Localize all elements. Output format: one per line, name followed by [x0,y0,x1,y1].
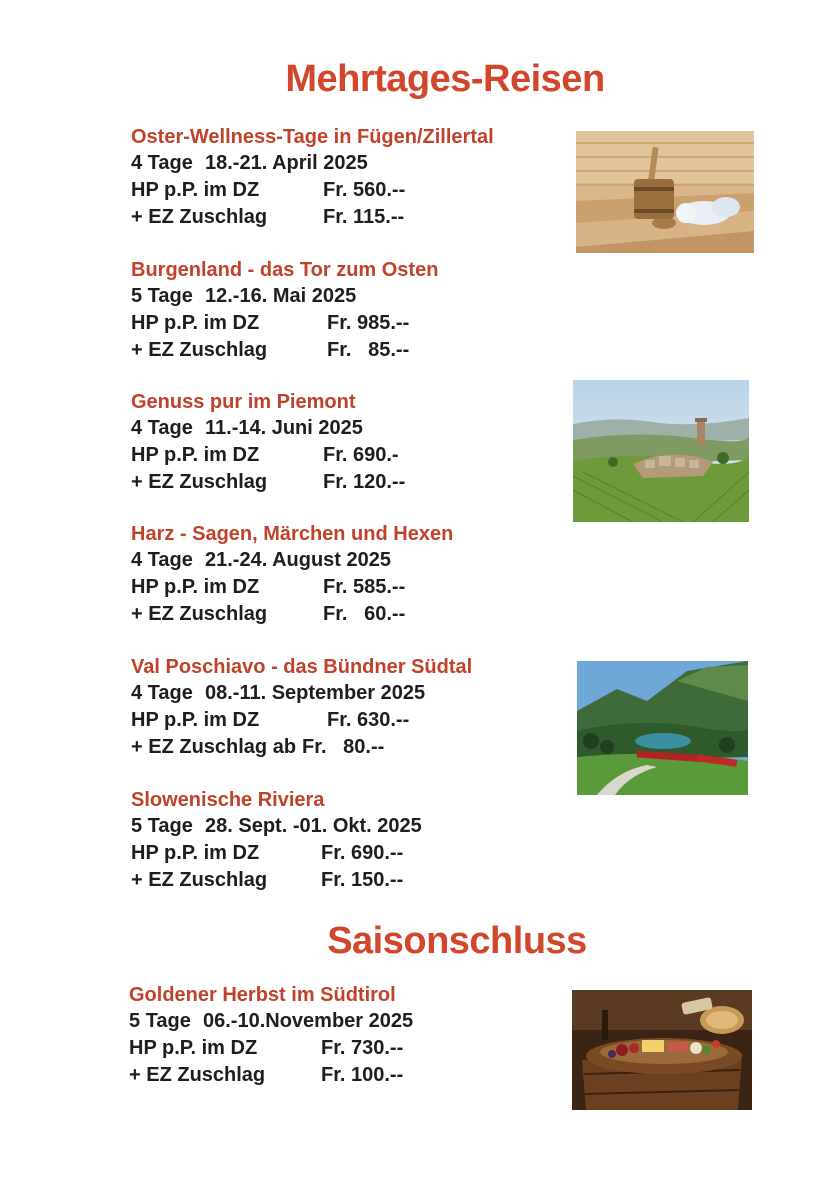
trip-dates: 4 Tage 18.-21. April 2025 [131,152,368,174]
section-title-saisonschluss: Saisonschluss [327,920,587,962]
piemont-landscape-photo [573,380,749,522]
trip-ez-surcharge: + EZ Zuschlag Fr. 100.-- [129,1064,404,1086]
trip-ez-surcharge: + EZ Zuschlag ab Fr. 80.-- [131,736,385,758]
trip-hp-price: HP p.P. im DZ Fr. 560.-- [131,179,406,201]
trip-ez-surcharge: + EZ Zuschlag Fr. 85.-- [131,339,410,361]
trip-title: Goldener Herbst im Südtirol [129,984,396,1006]
trip-dates: 4 Tage 08.-11. September 2025 [131,682,426,704]
trip-piemont [131,389,571,496]
trip-hp-price: HP p.P. im DZ Fr. 585.-- [131,576,406,598]
trip-ez-surcharge: + EZ Zuschlag Fr. 115.-- [131,206,405,228]
trip-hp-price: HP p.P. im DZ Fr. 985.-- [131,312,410,334]
trip-hp-price: HP p.P. im DZ Fr. 690.-- [131,842,404,864]
page-title: Mehrtages-Reisen [285,58,605,100]
trip-ez-surcharge: + EZ Zuschlag Fr. 60.-- [131,603,406,625]
trip-zillertal [131,124,571,231]
trip-title: Genuss pur im Piemont [131,391,356,413]
trip-hp-price: HP p.P. im DZ Fr. 730.-- [129,1037,404,1059]
trip-burgenland [131,257,571,364]
trip-ez-surcharge: + EZ Zuschlag Fr. 150.-- [131,869,404,891]
trip-hp-price: HP p.P. im DZ Fr. 690.- [131,444,399,466]
sauna-photo [576,131,754,253]
trip-slowenische-riviera [131,787,571,894]
val-poschiavo-photo [577,661,748,795]
trip-dates: 5 Tage 28. Sept. -01. Okt. 2025 [131,815,422,837]
suedtirol-food-photo [572,990,752,1110]
trip-title: Harz - Sagen, Märchen und Hexen [131,523,454,545]
trip-dates: 4 Tage 11.-14. Juni 2025 [131,417,363,439]
trip-dates: 5 Tage 12.-16. Mai 2025 [131,285,357,307]
trip-dates: 5 Tage 06.-10.November 2025 [129,1010,414,1032]
trip-dates: 4 Tage 21.-24. August 2025 [131,549,392,571]
trip-title: Slowenische Riviera [131,789,325,811]
trip-title: Burgenland - das Tor zum Osten [131,259,439,281]
trip-suedtirol [129,982,569,1089]
trip-val-poschiavo [131,654,571,761]
trip-hp-price: HP p.P. im DZ Fr. 630.-- [131,709,410,731]
trip-harz [131,521,571,628]
trip-title: Oster-Wellness-Tage in Fügen/Zillertal [131,126,494,148]
trip-title: Val Poschiavo - das Bündner Südtal [131,656,473,678]
trip-ez-surcharge: + EZ Zuschlag Fr. 120.-- [131,471,406,493]
